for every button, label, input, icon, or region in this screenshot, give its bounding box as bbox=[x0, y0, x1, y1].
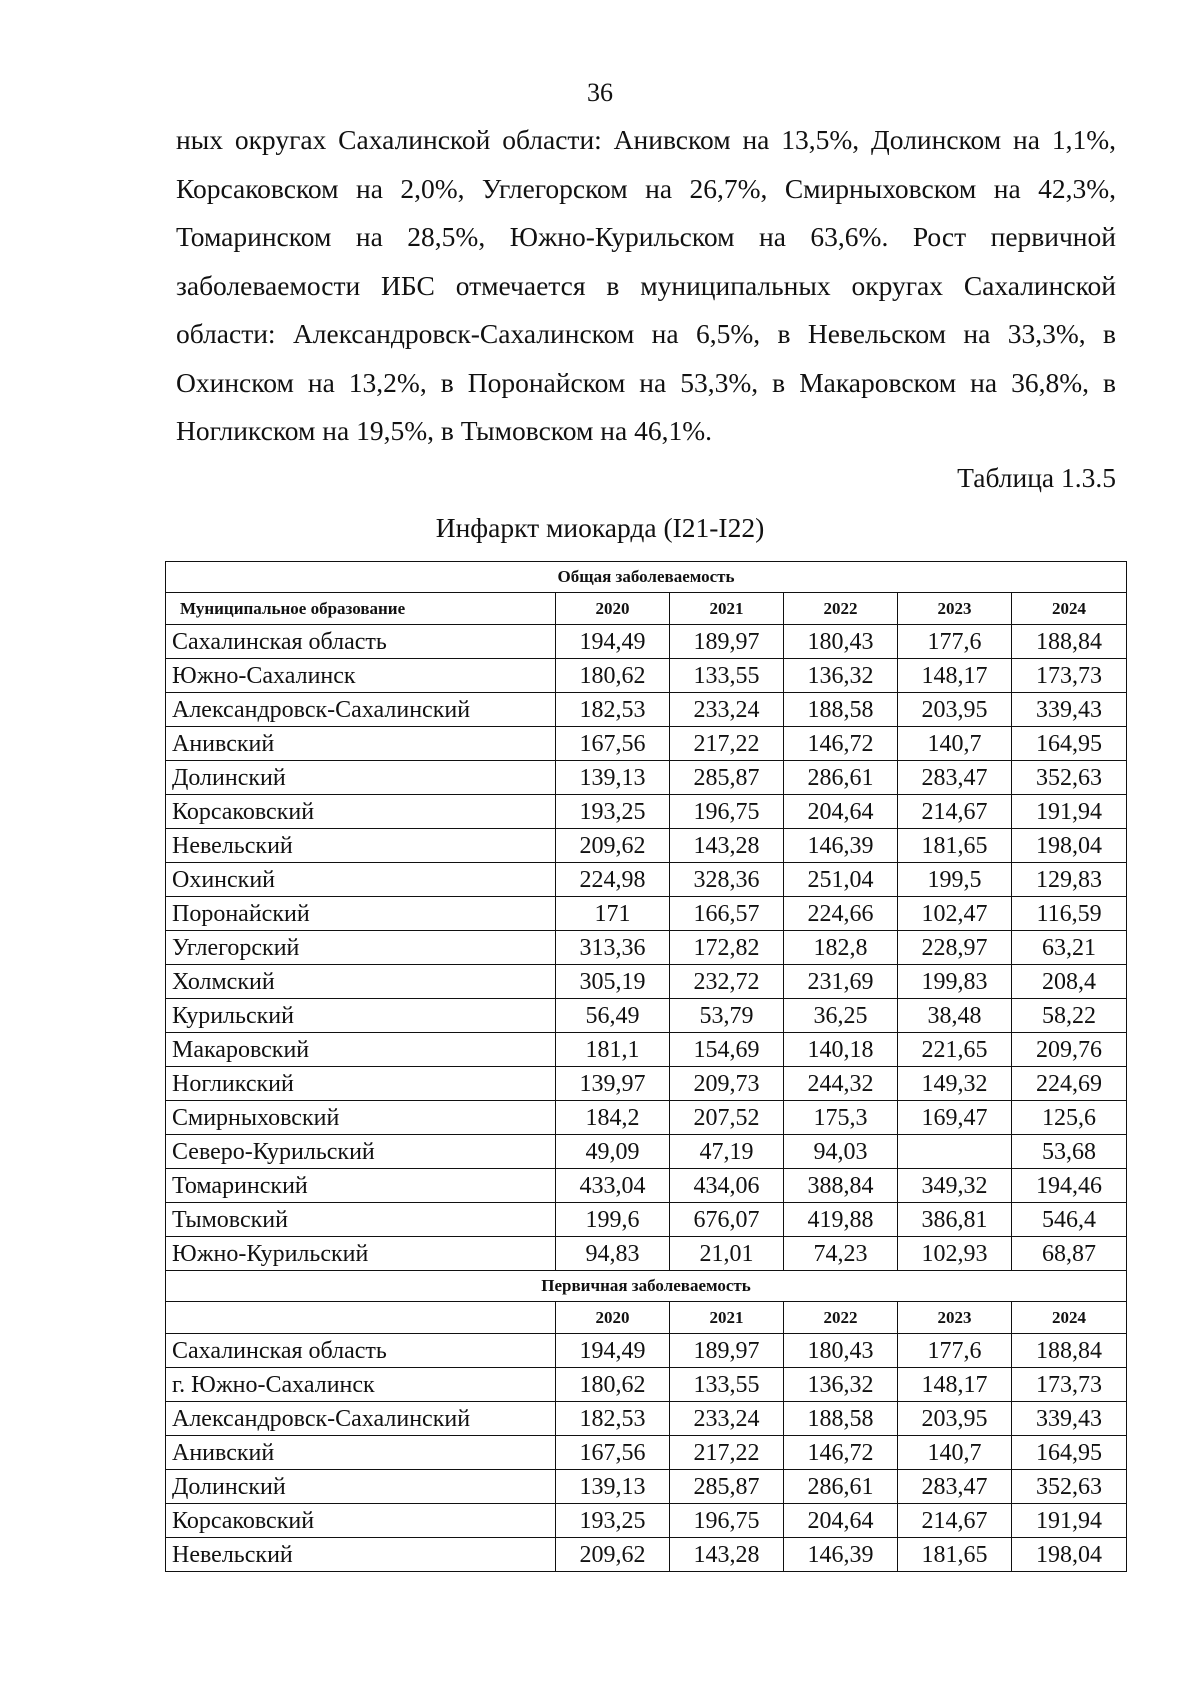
column-header-year: 2021 bbox=[670, 1302, 784, 1334]
column-header-year: 2024 bbox=[1012, 1302, 1127, 1334]
municipality-name: Смирныховский bbox=[166, 1101, 556, 1135]
value-cell: 140,18 bbox=[784, 1033, 898, 1067]
value-cell: 313,36 bbox=[556, 931, 670, 965]
municipality-name: Анивский bbox=[166, 1436, 556, 1470]
value-cell: 181,65 bbox=[898, 1538, 1012, 1572]
value-cell: 188,58 bbox=[784, 1402, 898, 1436]
municipality-name: Курильский bbox=[166, 999, 556, 1033]
value-cell: 94,03 bbox=[784, 1135, 898, 1169]
value-cell: 129,83 bbox=[1012, 863, 1127, 897]
value-cell: 188,84 bbox=[1012, 1334, 1127, 1368]
value-cell: 182,8 bbox=[784, 931, 898, 965]
value-cell: 199,83 bbox=[898, 965, 1012, 999]
column-header-municipality bbox=[166, 1302, 556, 1334]
value-cell: 194,49 bbox=[556, 625, 670, 659]
value-cell: 188,84 bbox=[1012, 625, 1127, 659]
value-cell: 136,32 bbox=[784, 659, 898, 693]
value-cell: 47,19 bbox=[670, 1135, 784, 1169]
section-title-row bbox=[166, 562, 1127, 593]
value-cell: 233,24 bbox=[670, 1402, 784, 1436]
table-row bbox=[166, 1135, 1127, 1169]
value-cell: 191,94 bbox=[1012, 1504, 1127, 1538]
municipality-name: Углегорский bbox=[166, 931, 556, 965]
value-cell: 193,25 bbox=[556, 1504, 670, 1538]
value-cell: 386,81 bbox=[898, 1203, 1012, 1237]
incidence-table bbox=[165, 561, 1127, 1572]
value-cell: 125,6 bbox=[1012, 1101, 1127, 1135]
value-cell: 224,66 bbox=[784, 897, 898, 931]
column-header-year: 2022 bbox=[784, 593, 898, 625]
municipality-name: Долинский bbox=[166, 761, 556, 795]
municipality-name: Поронайский bbox=[166, 897, 556, 931]
table-row bbox=[166, 1334, 1127, 1368]
value-cell: 68,87 bbox=[1012, 1237, 1127, 1271]
header-row bbox=[166, 593, 1127, 625]
municipality-name: Александровск-Сахалинский bbox=[166, 1402, 556, 1436]
value-cell: 204,64 bbox=[784, 795, 898, 829]
value-cell: 204,64 bbox=[784, 1504, 898, 1538]
value-cell: 305,19 bbox=[556, 965, 670, 999]
value-cell: 139,13 bbox=[556, 761, 670, 795]
column-header-year: 2024 bbox=[1012, 593, 1127, 625]
table-row bbox=[166, 931, 1127, 965]
value-cell: 189,97 bbox=[670, 625, 784, 659]
value-cell: 191,94 bbox=[1012, 795, 1127, 829]
value-cell: 181,1 bbox=[556, 1033, 670, 1067]
value-cell: 286,61 bbox=[784, 761, 898, 795]
value-cell: 146,39 bbox=[784, 829, 898, 863]
value-cell: 419,88 bbox=[784, 1203, 898, 1237]
municipality-name: Северо-Курильский bbox=[166, 1135, 556, 1169]
value-cell: 224,69 bbox=[1012, 1067, 1127, 1101]
value-cell: 194,49 bbox=[556, 1334, 670, 1368]
value-cell: 207,52 bbox=[670, 1101, 784, 1135]
table-row bbox=[166, 761, 1127, 795]
value-cell: 209,62 bbox=[556, 1538, 670, 1572]
value-cell: 148,17 bbox=[898, 659, 1012, 693]
value-cell: 180,43 bbox=[784, 625, 898, 659]
value-cell: 233,24 bbox=[670, 693, 784, 727]
value-cell: 148,17 bbox=[898, 1368, 1012, 1402]
table-row bbox=[166, 1470, 1127, 1504]
value-cell bbox=[898, 1135, 1012, 1169]
value-cell: 177,6 bbox=[898, 625, 1012, 659]
value-cell: 221,65 bbox=[898, 1033, 1012, 1067]
table-row bbox=[166, 795, 1127, 829]
municipality-name: Александровск-Сахалинский bbox=[166, 693, 556, 727]
value-cell: 193,25 bbox=[556, 795, 670, 829]
municipality-name: Охинский bbox=[166, 863, 556, 897]
value-cell: 154,69 bbox=[670, 1033, 784, 1067]
section-title: Первичная заболеваемость bbox=[166, 1271, 1127, 1302]
table-row bbox=[166, 727, 1127, 761]
value-cell: 328,36 bbox=[670, 863, 784, 897]
section-title-row bbox=[166, 1271, 1127, 1302]
value-cell: 36,25 bbox=[784, 999, 898, 1033]
value-cell: 146,72 bbox=[784, 727, 898, 761]
value-cell: 173,73 bbox=[1012, 1368, 1127, 1402]
value-cell: 339,43 bbox=[1012, 1402, 1127, 1436]
value-cell: 434,06 bbox=[670, 1169, 784, 1203]
value-cell: 283,47 bbox=[898, 761, 1012, 795]
value-cell: 133,55 bbox=[670, 659, 784, 693]
value-cell: 164,95 bbox=[1012, 727, 1127, 761]
table-row bbox=[166, 1436, 1127, 1470]
municipality-name: Томаринский bbox=[166, 1169, 556, 1203]
table-row bbox=[166, 659, 1127, 693]
value-cell: 244,32 bbox=[784, 1067, 898, 1101]
value-cell: 214,67 bbox=[898, 1504, 1012, 1538]
value-cell: 53,79 bbox=[670, 999, 784, 1033]
value-cell: 180,62 bbox=[556, 659, 670, 693]
table-row bbox=[166, 1368, 1127, 1402]
value-cell: 182,53 bbox=[556, 693, 670, 727]
value-cell: 199,6 bbox=[556, 1203, 670, 1237]
value-cell: 208,4 bbox=[1012, 965, 1127, 999]
value-cell: 224,98 bbox=[556, 863, 670, 897]
municipality-name: Невельский bbox=[166, 829, 556, 863]
value-cell: 63,21 bbox=[1012, 931, 1127, 965]
municipality-name: Южно-Сахалинск bbox=[166, 659, 556, 693]
municipality-name: Ногликский bbox=[166, 1067, 556, 1101]
table-row bbox=[166, 1237, 1127, 1271]
value-cell: 21,01 bbox=[670, 1237, 784, 1271]
value-cell: 352,63 bbox=[1012, 1470, 1127, 1504]
value-cell: 180,43 bbox=[784, 1334, 898, 1368]
value-cell: 58,22 bbox=[1012, 999, 1127, 1033]
value-cell: 169,47 bbox=[898, 1101, 1012, 1135]
municipality-name: г. Южно-Сахалинск bbox=[166, 1368, 556, 1402]
municipality-name: Корсаковский bbox=[166, 795, 556, 829]
value-cell: 285,87 bbox=[670, 1470, 784, 1504]
value-cell: 352,63 bbox=[1012, 761, 1127, 795]
value-cell: 196,75 bbox=[670, 1504, 784, 1538]
value-cell: 133,55 bbox=[670, 1368, 784, 1402]
value-cell: 164,95 bbox=[1012, 1436, 1127, 1470]
value-cell: 146,39 bbox=[784, 1538, 898, 1572]
value-cell: 136,32 bbox=[784, 1368, 898, 1402]
municipality-name: Тымовский bbox=[166, 1203, 556, 1237]
municipality-name: Долинский bbox=[166, 1470, 556, 1504]
table-row bbox=[166, 863, 1127, 897]
value-cell: 180,62 bbox=[556, 1368, 670, 1402]
body-paragraph: ных округах Сахалинской области: Анивском на 13,5%, Долинском на 1,1%, Корсаковском на 2,0%, Углегорском на 26,7%, Смирныховском на 42,3%, Томаринском на 28,5%, Южно-Курильском на 63,6%. Рост первичной заболеваемости ИБС отмечается в муниципальных округах Сахалинской области: Александровск-Сахалинском на 6,5%, в Невельском на 33,3%, в Охинском на 13,2%, в Поронайском на 53,3%, в Макаровском на 36,8%, в Ногликском на 19,5%, в Тымовском на 46,1%. bbox=[176, 124, 1116, 446]
municipality-name: Сахалинская область bbox=[166, 1334, 556, 1368]
value-cell: 175,3 bbox=[784, 1101, 898, 1135]
value-cell: 198,04 bbox=[1012, 1538, 1127, 1572]
table-row bbox=[166, 1504, 1127, 1538]
value-cell: 143,28 bbox=[670, 829, 784, 863]
municipality-name: Южно-Курильский bbox=[166, 1237, 556, 1271]
value-cell: 139,97 bbox=[556, 1067, 670, 1101]
value-cell: 184,2 bbox=[556, 1101, 670, 1135]
value-cell: 189,97 bbox=[670, 1334, 784, 1368]
value-cell: 166,57 bbox=[670, 897, 784, 931]
page-number: 36 bbox=[587, 78, 613, 107]
column-header-year: 2020 bbox=[556, 1302, 670, 1334]
value-cell: 433,04 bbox=[556, 1169, 670, 1203]
value-cell: 140,7 bbox=[898, 727, 1012, 761]
value-cell: 171 bbox=[556, 897, 670, 931]
table-row bbox=[166, 965, 1127, 999]
value-cell: 546,4 bbox=[1012, 1203, 1127, 1237]
value-cell: 286,61 bbox=[784, 1470, 898, 1504]
value-cell: 196,75 bbox=[670, 795, 784, 829]
value-cell: 116,59 bbox=[1012, 897, 1127, 931]
table-row bbox=[166, 1203, 1127, 1237]
municipality-name: Холмский bbox=[166, 965, 556, 999]
value-cell: 209,62 bbox=[556, 829, 670, 863]
value-cell: 209,76 bbox=[1012, 1033, 1127, 1067]
value-cell: 49,09 bbox=[556, 1135, 670, 1169]
value-cell: 198,04 bbox=[1012, 829, 1127, 863]
table-row bbox=[166, 897, 1127, 931]
value-cell: 676,07 bbox=[670, 1203, 784, 1237]
value-cell: 167,56 bbox=[556, 727, 670, 761]
table-row bbox=[166, 625, 1127, 659]
table-row bbox=[166, 1033, 1127, 1067]
value-cell: 74,23 bbox=[784, 1237, 898, 1271]
value-cell: 143,28 bbox=[670, 1538, 784, 1572]
value-cell: 139,13 bbox=[556, 1470, 670, 1504]
table-row bbox=[166, 1101, 1127, 1135]
column-header-year: 2023 bbox=[898, 1302, 1012, 1334]
value-cell: 228,97 bbox=[898, 931, 1012, 965]
value-cell: 283,47 bbox=[898, 1470, 1012, 1504]
value-cell: 140,7 bbox=[898, 1436, 1012, 1470]
value-cell: 194,46 bbox=[1012, 1169, 1127, 1203]
table-row bbox=[166, 829, 1127, 863]
value-cell: 217,22 bbox=[670, 727, 784, 761]
column-header-year: 2021 bbox=[670, 593, 784, 625]
section-title: Общая заболеваемость bbox=[166, 562, 1127, 593]
value-cell: 102,47 bbox=[898, 897, 1012, 931]
table-row bbox=[166, 999, 1127, 1033]
table-number: Таблица 1.3.5 bbox=[957, 462, 1116, 493]
table-row bbox=[166, 1402, 1127, 1436]
value-cell: 199,5 bbox=[898, 863, 1012, 897]
value-cell: 251,04 bbox=[784, 863, 898, 897]
value-cell: 173,73 bbox=[1012, 659, 1127, 693]
municipality-name: Сахалинская область bbox=[166, 625, 556, 659]
value-cell: 181,65 bbox=[898, 829, 1012, 863]
table-row bbox=[166, 693, 1127, 727]
column-header-year: 2020 bbox=[556, 593, 670, 625]
value-cell: 339,43 bbox=[1012, 693, 1127, 727]
column-header-year: 2023 bbox=[898, 593, 1012, 625]
value-cell: 53,68 bbox=[1012, 1135, 1127, 1169]
municipality-name: Анивский bbox=[166, 727, 556, 761]
value-cell: 172,82 bbox=[670, 931, 784, 965]
value-cell: 146,72 bbox=[784, 1436, 898, 1470]
value-cell: 232,72 bbox=[670, 965, 784, 999]
value-cell: 94,83 bbox=[556, 1237, 670, 1271]
value-cell: 167,56 bbox=[556, 1436, 670, 1470]
column-header-municipality: Муниципальное образование bbox=[166, 593, 556, 625]
value-cell: 102,93 bbox=[898, 1237, 1012, 1271]
table-row bbox=[166, 1169, 1127, 1203]
municipality-name: Невельский bbox=[166, 1538, 556, 1572]
header-row bbox=[166, 1302, 1127, 1334]
value-cell: 56,49 bbox=[556, 999, 670, 1033]
table-row bbox=[166, 1067, 1127, 1101]
table-title: Инфаркт миокарда (I21-I22) bbox=[435, 512, 765, 543]
municipality-name: Макаровский bbox=[166, 1033, 556, 1067]
value-cell: 188,58 bbox=[784, 693, 898, 727]
value-cell: 388,84 bbox=[784, 1169, 898, 1203]
table-row bbox=[166, 1538, 1127, 1572]
value-cell: 149,32 bbox=[898, 1067, 1012, 1101]
value-cell: 214,67 bbox=[898, 795, 1012, 829]
value-cell: 182,53 bbox=[556, 1402, 670, 1436]
column-header-year: 2022 bbox=[784, 1302, 898, 1334]
value-cell: 209,73 bbox=[670, 1067, 784, 1101]
value-cell: 203,95 bbox=[898, 693, 1012, 727]
value-cell: 285,87 bbox=[670, 761, 784, 795]
value-cell: 38,48 bbox=[898, 999, 1012, 1033]
value-cell: 231,69 bbox=[784, 965, 898, 999]
value-cell: 217,22 bbox=[670, 1436, 784, 1470]
value-cell: 177,6 bbox=[898, 1334, 1012, 1368]
value-cell: 203,95 bbox=[898, 1402, 1012, 1436]
value-cell: 349,32 bbox=[898, 1169, 1012, 1203]
municipality-name: Корсаковский bbox=[166, 1504, 556, 1538]
